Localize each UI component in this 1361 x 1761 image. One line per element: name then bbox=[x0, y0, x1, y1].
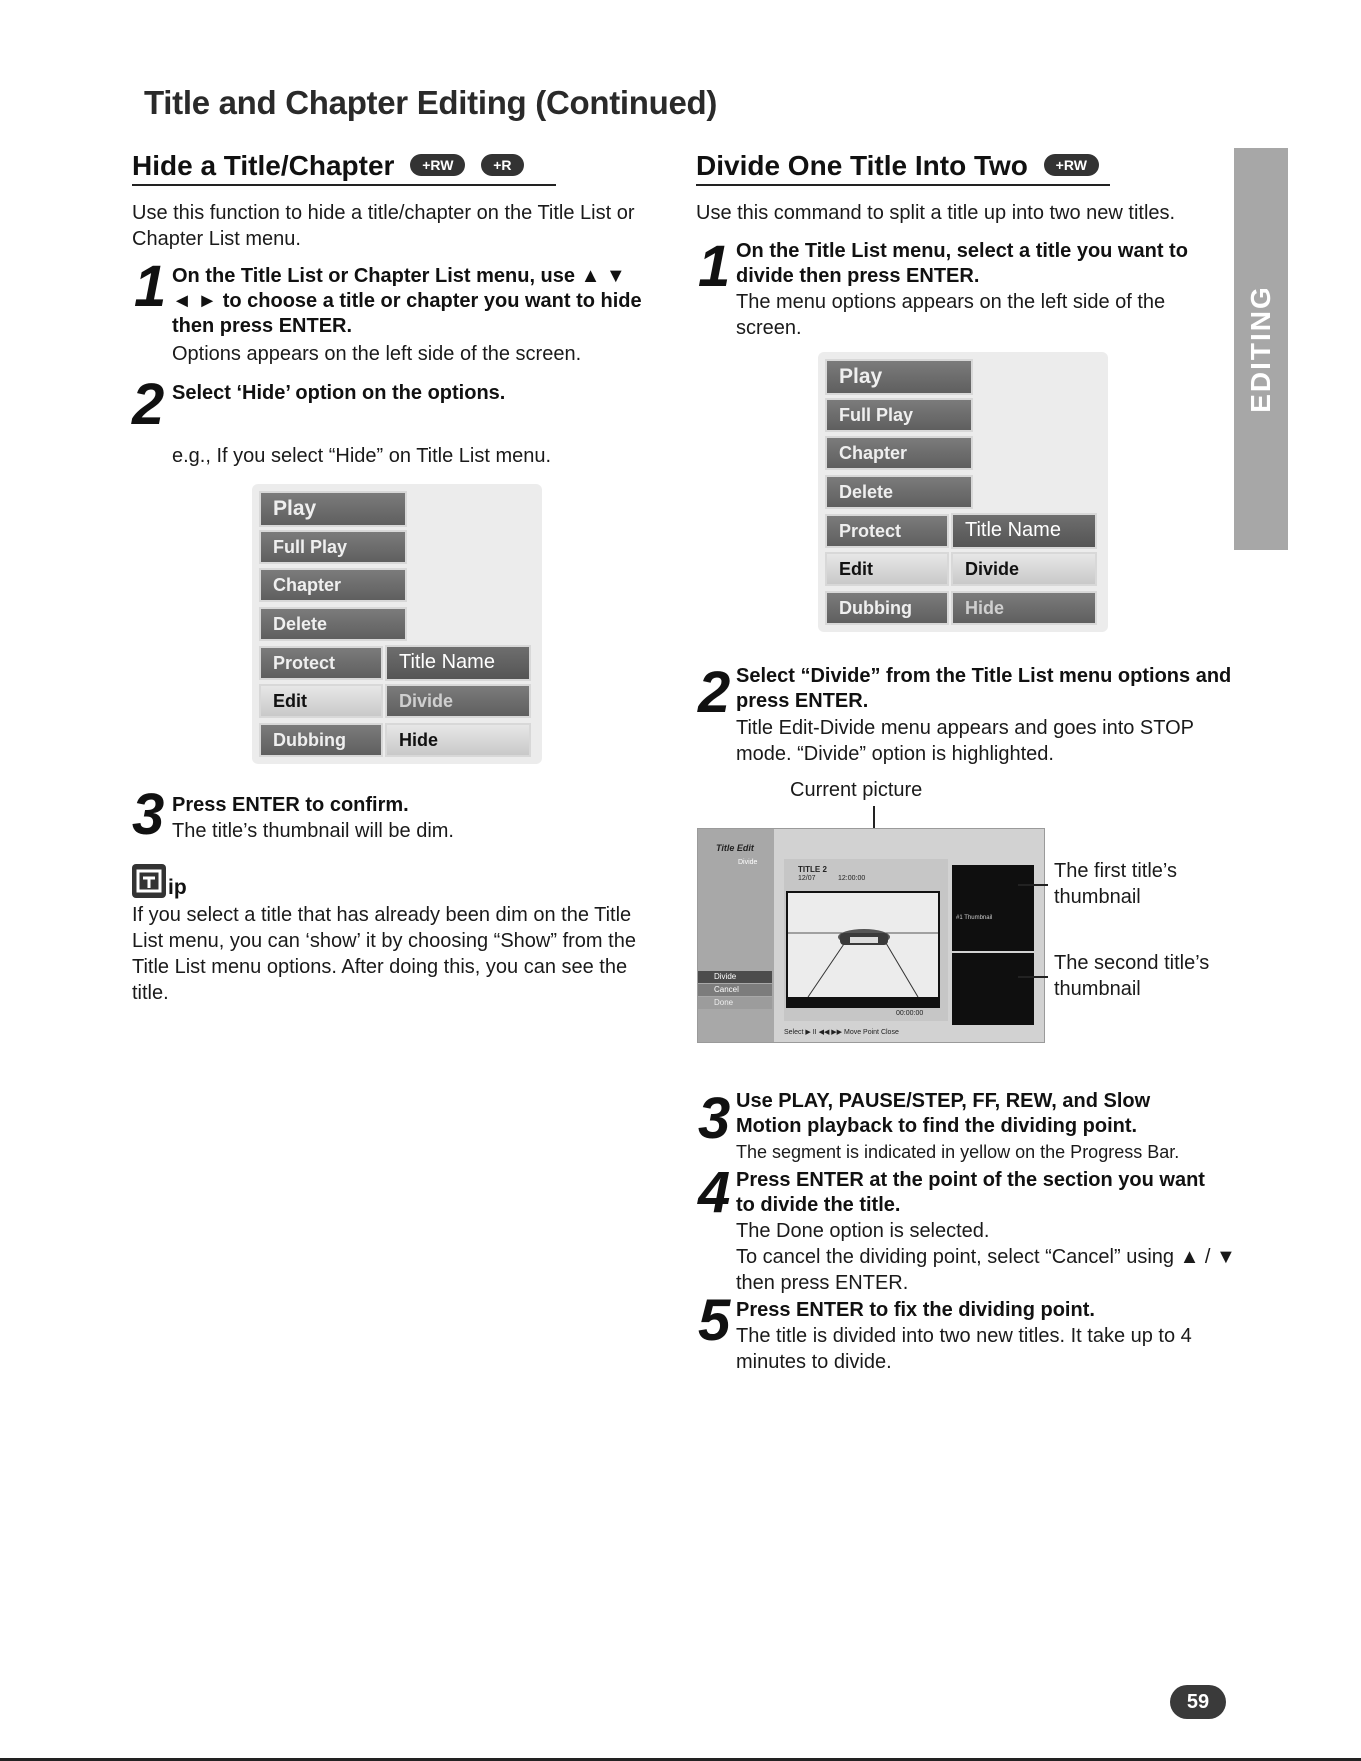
step-instruction: Select ‘Hide’ option on the options. bbox=[172, 382, 506, 404]
step-detail: The title is divided into two new titles. It take up to 4 minutes to divide. bbox=[736, 1325, 1192, 1373]
step-number: 3 bbox=[132, 782, 165, 847]
step-number: 1 bbox=[698, 234, 731, 299]
step-instruction: Select “Divide” from the Title List menu options and press ENTER. bbox=[736, 665, 1232, 712]
help-bar: Select ▶ II ◀◀ ▶▶ Move Point Close bbox=[784, 1029, 899, 1036]
step-detail: Title Edit-Divide menu appears and goes into STOP mode. “Divide” option is highlighted. bbox=[736, 717, 1194, 765]
step-number: 2 bbox=[698, 660, 731, 725]
callout-first-thumbnail: The first title’s thumbnail bbox=[1054, 860, 1177, 908]
screen-option-divide[interactable]: Divide bbox=[698, 971, 772, 983]
step-number: 5 bbox=[698, 1288, 731, 1353]
tip-icon bbox=[132, 864, 166, 898]
example-caption: e.g., If you select “Hide” on Title List menu. bbox=[172, 445, 552, 467]
menu-item-chapter[interactable]: Chapter bbox=[825, 436, 973, 470]
hide-intro: Use this function to hide a title/chapter on the Title List or Chapter List menu. bbox=[132, 202, 635, 250]
rw-badge: +RW bbox=[1044, 154, 1099, 176]
thumbnail-label: #1 Thumbnail bbox=[956, 915, 993, 921]
section-heading-hide-text: Hide a Title/Chapter bbox=[132, 150, 395, 181]
submenu-item-hide[interactable]: Hide bbox=[951, 591, 1097, 625]
submenu-item-divide[interactable]: Divide bbox=[385, 684, 531, 718]
menu-item-edit[interactable]: Edit bbox=[259, 684, 383, 718]
title-edit-divide-screen bbox=[697, 828, 1045, 1043]
second-title-thumbnail bbox=[952, 953, 1034, 1025]
menu-item-dubbing[interactable]: Dubbing bbox=[825, 591, 949, 625]
menu-item-edit[interactable]: Edit bbox=[825, 552, 949, 586]
r-badge: +R bbox=[481, 154, 523, 176]
screen-option-cancel[interactable]: Cancel bbox=[698, 984, 772, 996]
step-instruction: Use PLAY, PAUSE/STEP, FF, REW, and Slow Motion playback to find the dividing point. bbox=[736, 1090, 1151, 1137]
menu-item-play[interactable]: Play bbox=[825, 359, 973, 395]
callout-line-first bbox=[1018, 884, 1048, 886]
clip-date: 12/07 bbox=[798, 875, 816, 882]
step-number: 3 bbox=[698, 1086, 731, 1151]
submenu-item-title-name[interactable]: Title Name bbox=[385, 645, 531, 681]
side-tab-label: EDITING bbox=[1245, 285, 1276, 413]
step-instruction: Press ENTER at the point of the section you want to divide the title. bbox=[736, 1169, 1205, 1216]
step-detail-cancel: To cancel the dividing point, select “Cancel” using ▲ / ▼ then press ENTER. bbox=[736, 1246, 1236, 1294]
step-number: 4 bbox=[698, 1160, 731, 1225]
step-detail: The segment is indicated in yellow on the Progress Bar. bbox=[736, 1142, 1180, 1162]
screen-subtitle: Divide bbox=[738, 859, 758, 866]
clip-time: 12:00:00 bbox=[838, 875, 866, 882]
submenu-item-divide[interactable]: Divide bbox=[951, 552, 1097, 586]
section-heading-divide bbox=[696, 150, 1110, 186]
step-detail: The menu options appears on the left side of the screen. bbox=[736, 291, 1166, 339]
step-instruction: On the Title List or Chapter List menu, use ▲ ▼ ◄ ► to choose a title or chapter you want to hide then press ENTER. bbox=[172, 265, 642, 337]
step-number: 1 bbox=[134, 254, 167, 319]
step-instruction: Press ENTER to fix the dividing point. bbox=[736, 1299, 1095, 1321]
section-heading-divide-text: Divide One Title Into Two bbox=[696, 150, 1028, 181]
section-heading-hide bbox=[132, 150, 556, 186]
callout-current-picture: Current picture bbox=[790, 779, 923, 801]
menu-item-protect[interactable]: Protect bbox=[259, 646, 383, 680]
first-title-thumbnail bbox=[952, 865, 1034, 951]
menu-item-delete[interactable]: Delete bbox=[259, 607, 407, 641]
submenu-item-title-name[interactable]: Title Name bbox=[951, 513, 1097, 549]
page-title: Title and Chapter Editing (Continued) bbox=[144, 84, 718, 121]
menu-item-protect[interactable]: Protect bbox=[825, 514, 949, 548]
menu-item-full-play[interactable]: Full Play bbox=[825, 398, 973, 432]
page-number: 59 bbox=[1170, 1685, 1226, 1719]
step-instruction: Press ENTER to confirm. bbox=[172, 794, 409, 816]
tip-label: ip bbox=[168, 876, 187, 899]
progress-time: 00:00:00 bbox=[896, 1010, 924, 1017]
editing-side-tab bbox=[1234, 148, 1288, 550]
screen-option-done[interactable]: Done bbox=[698, 997, 772, 1009]
menu-item-chapter[interactable]: Chapter bbox=[259, 568, 407, 602]
current-picture-frame bbox=[786, 891, 940, 999]
step-instruction: On the Title List menu, select a title you want to divide then press ENTER. bbox=[736, 240, 1188, 287]
callout-line-second bbox=[1018, 976, 1048, 978]
menu-item-dubbing[interactable]: Dubbing bbox=[259, 723, 383, 757]
rw-badge: +RW bbox=[410, 154, 465, 176]
step-detail: Options appears on the left side of the screen. bbox=[172, 343, 582, 365]
screen-sidebar bbox=[698, 829, 774, 1042]
screen-title: Title Edit bbox=[716, 843, 754, 853]
menu-item-delete[interactable]: Delete bbox=[825, 475, 973, 509]
step-detail: The title’s thumbnail will be dim. bbox=[172, 820, 454, 842]
tip-text: If you select a title that has already been dim on the Title List menu, you can ‘show’ it by choosing “Show” from the Title List menu options. After doing this, you can see the title. bbox=[132, 904, 636, 1004]
menu-item-play[interactable]: Play bbox=[259, 491, 407, 527]
step-detail: The Done option is selected. bbox=[736, 1220, 990, 1242]
divide-intro: Use this command to split a title up into two new titles. bbox=[696, 202, 1176, 224]
submenu-item-hide[interactable]: Hide bbox=[385, 723, 531, 757]
clip-title: TITLE 2 bbox=[798, 865, 827, 874]
step-number: 2 bbox=[132, 372, 165, 437]
menu-item-full-play[interactable]: Full Play bbox=[259, 530, 407, 564]
callout-second-thumbnail: The second title’s thumbnail bbox=[1054, 952, 1210, 1000]
progress-bar[interactable] bbox=[786, 999, 940, 1008]
